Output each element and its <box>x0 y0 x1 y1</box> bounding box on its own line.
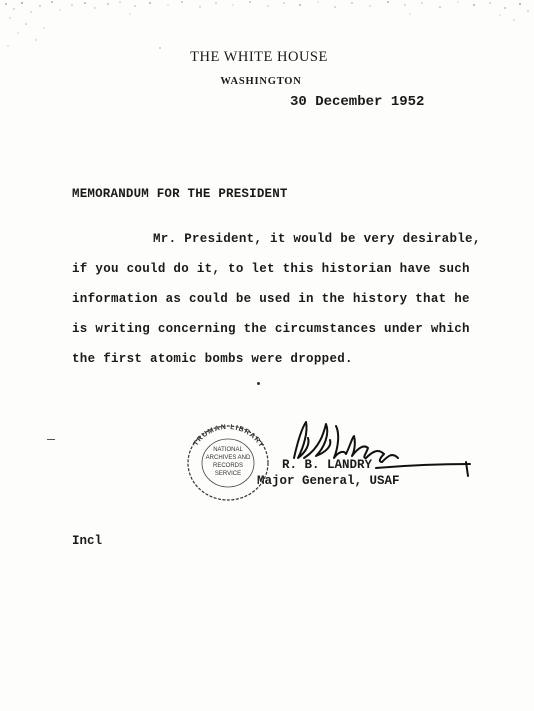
stamp-line-1: NATIONAL <box>213 447 243 453</box>
letterhead-title: THE WHITE HOUSE <box>190 49 328 65</box>
memo-heading: MEMORANDUM FOR THE PRESIDENT <box>72 187 288 201</box>
stray-mark <box>257 382 260 385</box>
svg-text:TRUMAN LIBRARY <box>193 424 265 449</box>
signatory-title: Major General, USAF <box>257 474 400 488</box>
body-line-3: information as could be used in the history that he <box>72 292 470 306</box>
stamp-line-3: RECORDS <box>212 463 244 469</box>
body-line-5: the first atomic bombs were dropped. <box>72 352 353 366</box>
body-line-2: if you could do it, to let this historian have such <box>72 262 470 276</box>
archives-stamp <box>185 424 271 502</box>
memo-date: 30 December 1952 <box>290 94 425 110</box>
body-line-1: Mr. President, it would be very desirable, <box>153 232 481 246</box>
letterhead-city: WASHINGTON <box>220 76 302 87</box>
stamp-ring-text: TRUMAN LIBRARY <box>192 424 265 450</box>
stamp-line-4: SERVICE <box>214 471 242 477</box>
signatory-name: R. B. LANDRY <box>282 458 373 472</box>
margin-mark <box>47 439 55 440</box>
body-line-4: is writing concerning the circumstances under which <box>72 322 470 336</box>
enclosure-note: Incl <box>72 534 103 548</box>
stamp-line-2: ARCHIVES AND <box>205 455 251 461</box>
